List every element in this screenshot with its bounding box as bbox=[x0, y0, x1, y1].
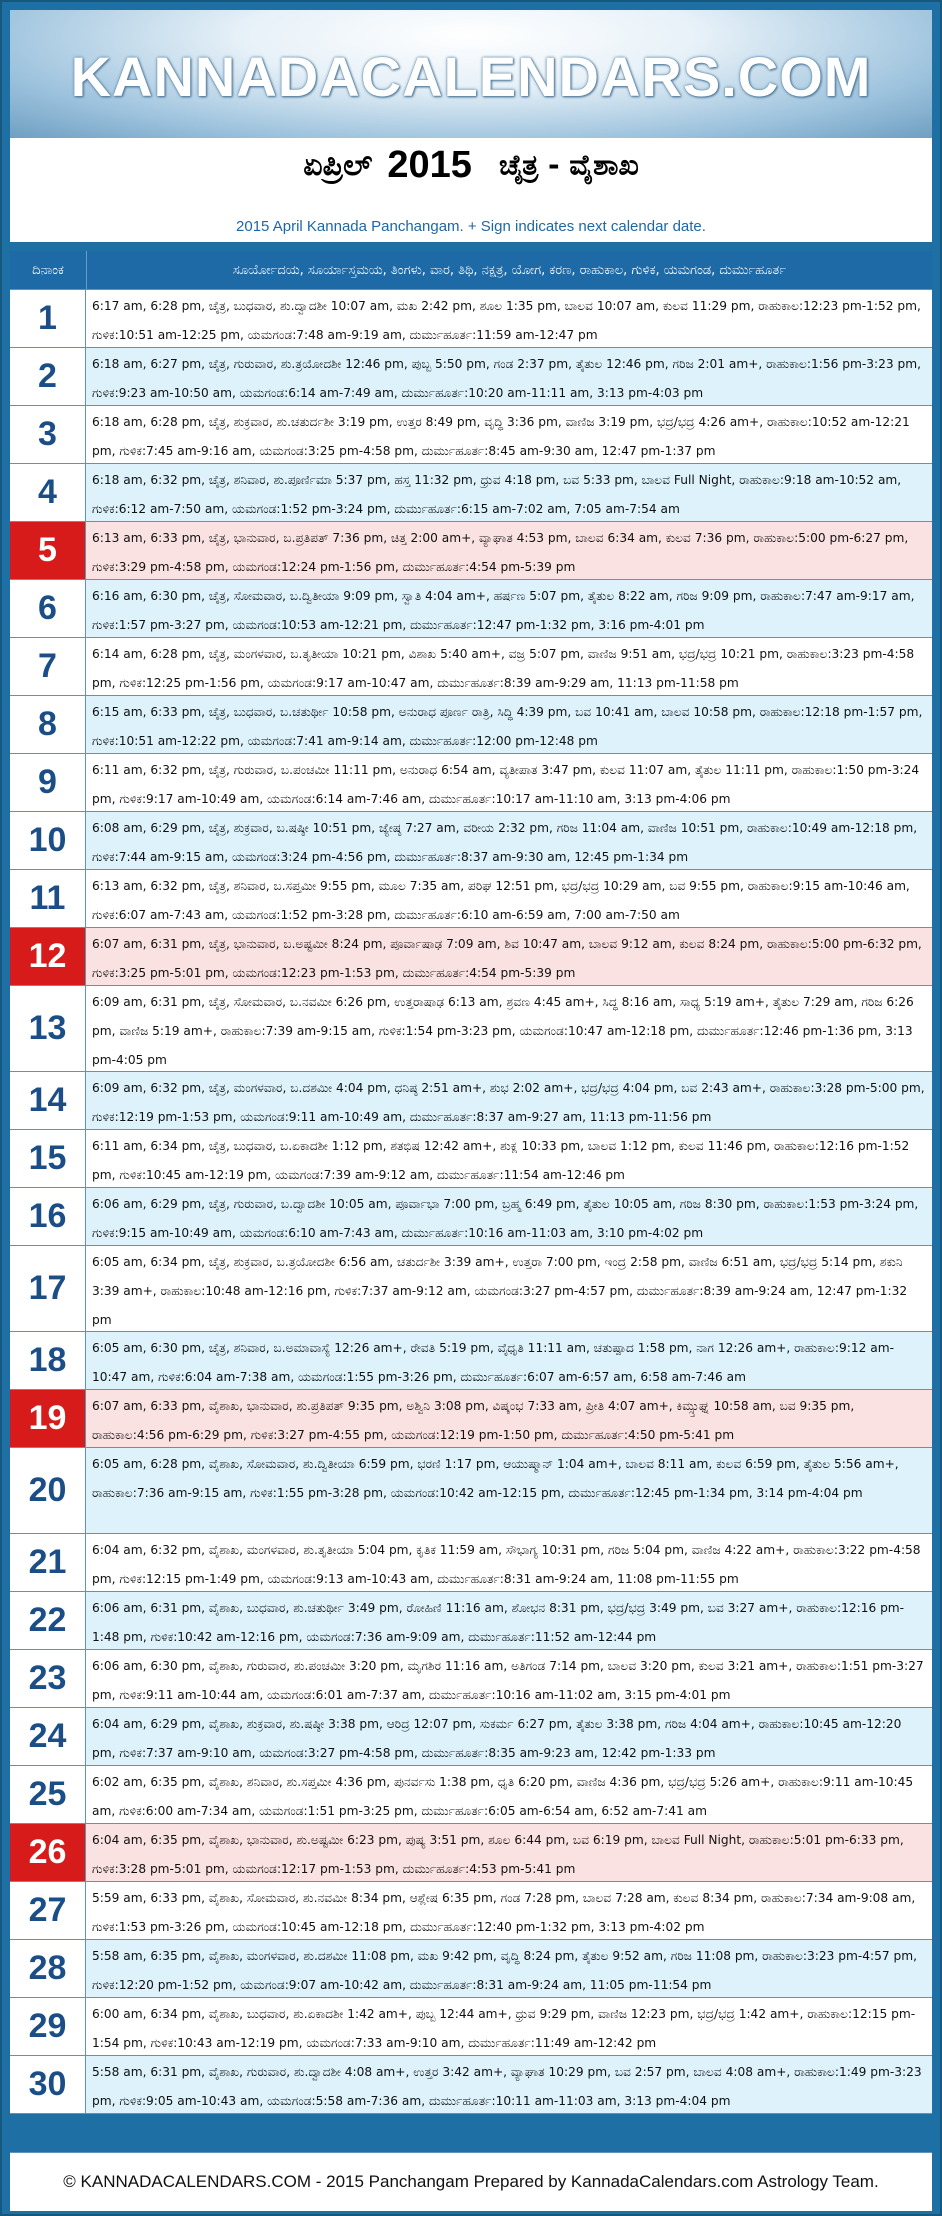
day-number: 21 bbox=[10, 1534, 86, 1591]
table-row bbox=[10, 1998, 932, 2056]
day-number: 17 bbox=[10, 1246, 86, 1331]
day-details: 6:06 am, 6:31 pm, ವೈಶಾಖ, ಬುಧವಾರ, ಶು.ಚತುರ್ಥೀ 3:49 pm, ರೋಹಿಣಿ 11:16 am, ಶೋಭನ 8:31 pm, ಭದ್ರ/ಭದ್ರ 3:49 pm, ಬವ 3:27 am+, ರಾಹುಕಾಲ:12:16 pm-1:48 pm, ಗುಳಿಕ:10:42 am-12:16 pm, ಯಮಗಂಡ:7:36 am-9:09 am, ದುರ್ಮುಹೂರ್ತ:11:52 am-12:44 pm bbox=[86, 1592, 932, 1649]
day-number: 2 bbox=[10, 348, 86, 405]
table-row bbox=[10, 812, 932, 870]
day-details: 6:17 am, 6:28 pm, ಚೈತ್ರ, ಬುಧವಾರ, ಶು.ದ್ವಾದಶೀ 10:07 am, ಮಖ 2:42 pm, ಶೂಲ 1:35 pm, ಬಾಲವ 10:07 am, ಕುಲವ 11:29 pm, ರಾಹುಕಾಲ:12:23 pm-1:52 pm, ಗುಳಿಕ:10:51 am-12:25 pm, ಯಮಗಂಡ:7:48 am-9:19 am, ದುರ್ಮುಹೂರ್ತ:11:59 am-12:47 pm bbox=[86, 290, 932, 347]
table-row bbox=[10, 928, 932, 986]
table-row bbox=[10, 1650, 932, 1708]
table-row bbox=[10, 1390, 932, 1448]
day-details: 6:13 am, 6:32 pm, ಚೈತ್ರ, ಶನಿವಾರ, ಬ.ಸಪ್ತಮೀ 9:55 pm, ಮೂಲ 7:35 am, ಪರಿಘ 12:51 pm, ಭದ್ರ/ಭದ್ರ 10:29 am, ಬವ 9:55 pm, ರಾಹುಕಾಲ:9:15 am-10:46 am, ಗುಳಿಕ:6:07 am-7:43 am, ಯಮಗಂಡ:1:52 pm-3:28 pm, ದುರ್ಮುಹೂರ್ತ:6:10 am-6:59 am, 7:00 am-7:50 am bbox=[86, 870, 932, 927]
day-number: 22 bbox=[10, 1592, 86, 1649]
table-row bbox=[10, 1534, 932, 1592]
table-row bbox=[10, 1332, 932, 1390]
table-row bbox=[10, 638, 932, 696]
day-details: 6:18 am, 6:32 pm, ಚೈತ್ರ, ಶನಿವಾರ, ಶು.ಪೂರ್ಣಿಮಾ 5:37 pm, ಹಸ್ತ 11:32 pm, ಧ್ರುವ 4:18 pm, ಬವ 5:33 pm, ಬಾಲವ Full Night, ರಾಹುಕಾಲ:9:18 am-10:52 am, ಗುಳಿಕ:6:12 am-7:50 am, ಯಮಗಂಡ:1:52 pm-3:24 pm, ದುರ್ಮುಹೂರ್ತ:6:15 am-7:02 am, 7:05 am-7:54 am bbox=[86, 464, 932, 521]
day-number: 20 bbox=[10, 1448, 86, 1533]
day-details: 5:59 am, 6:33 pm, ವೈಶಾಖ, ಸೋಮವಾರ, ಶು.ನವಮೀ 8:34 pm, ಆಶ್ಲೇಷ 6:35 pm, ಗಂಡ 7:28 pm, ಬಾಲವ 7:28 am, ಕುಲವ 8:34 pm, ರಾಹುಕಾಲ:7:34 am-9:08 am, ಗುಳಿಕ:1:53 pm-3:26 pm, ಯಮಗಂಡ:10:45 am-12:18 pm, ದುರ್ಮುಹೂರ್ತ:12:40 pm-1:32 pm, 3:13 pm-4:02 pm bbox=[86, 1882, 932, 1939]
table-header bbox=[10, 251, 932, 290]
day-details: 6:05 am, 6:30 pm, ಚೈತ್ರ, ಶನಿವಾರ, ಬ.ಅಮಾವಾಸ್ಯೆ 12:26 am+, ರೇವತಿ 5:19 pm, ವೈಧೃತಿ 11:11 am, ಚತುಷ್ಪಾದ 1:58 pm, ನಾಗ 12:26 am+, ರಾಹುಕಾಲ:9:12 am-10:47 am, ಗುಳಿಕ:6:04 am-7:38 am, ಯಮಗಂಡ:1:55 pm-3:26 pm, ದುರ್ಮುಹೂರ್ತ:6:07 am-6:57 am, 6:58 am-7:46 am bbox=[86, 1332, 932, 1389]
day-details: 6:08 am, 6:29 pm, ಚೈತ್ರ, ಶುಕ್ರವಾರ, ಬ.ಷಷ್ಠೀ 10:51 pm, ಜ್ಯೇಷ್ಠ 7:27 am, ವರೀಯ 2:32 pm, ಗರಿಜ 11:04 am, ವಾಣಿಜ 10:51 pm, ರಾಹುಕಾಲ:10:49 am-12:18 pm, ಗುಳಿಕ:7:44 am-9:15 am, ಯಮಗಂಡ:3:24 pm-4:56 pm, ದುರ್ಮುಹೂರ್ತ:8:37 am-9:30 am, 12:45 pm-1:34 pm bbox=[86, 812, 932, 869]
table-row bbox=[10, 1592, 932, 1650]
day-number: 11 bbox=[10, 870, 86, 927]
table-row bbox=[10, 1766, 932, 1824]
day-details: 6:06 am, 6:30 pm, ವೈಶಾಖ, ಗುರುವಾರ, ಶು.ಪಂಚಮೀ 3:20 pm, ಮೃಗಶಿರ 11:16 am, ಅತಿಗಂಡ 7:14 pm, ಬಾಲವ 3:20 pm, ಕುಲವ 3:21 am+, ರಾಹುಕಾಲ:1:51 pm-3:27 pm, ಗುಳಿಕ:9:11 am-10:44 am, ಯಮಗಂಡ:6:01 am-7:37 am, ದುರ್ಮುಹೂರ್ತ:10:16 am-11:02 am, 3:15 pm-4:01 pm bbox=[86, 1650, 932, 1707]
day-number: 16 bbox=[10, 1188, 86, 1245]
day-number: 8 bbox=[10, 696, 86, 753]
day-details: 6:05 am, 6:34 pm, ಚೈತ್ರ, ಶುಕ್ರವಾರ, ಬ.ತ್ರಯೋದಶೀ 6:56 am, ಚತುರ್ದಶೀ 3:39 am+, ಉತ್ತರಾ 7:00 pm, ಇಂದ್ರ 2:58 pm, ವಾಣಿಜ 6:51 am, ಭದ್ರ/ಭದ್ರ 5:14 pm, ಶಕುನಿ 3:39 am+, ರಾಹುಕಾಲ:10:48 am-12:16 pm, ಗುಳಿಕ:7:37 am-9:12 am, ಯಮಗಂಡ:3:27 pm-4:57 pm, ದುರ್ಮುಹೂರ್ತ:8:39 am-9:24 am, 12:47 pm-1:32 pm bbox=[86, 1246, 932, 1331]
masa-name: ಚೈತ್ರ - ವೈಶಾಖ bbox=[499, 148, 639, 182]
day-number: 12 bbox=[10, 928, 86, 985]
table-row bbox=[10, 696, 932, 754]
day-details: 6:09 am, 6:31 pm, ಚೈತ್ರ, ಸೋಮವಾರ, ಬ.ನವಮೀ 6:26 pm, ಉತ್ತರಾಷಾಢ 6:13 am, ಶ್ರವಣ 4:45 am+, ಸಿದ್ಧ 8:16 am, ಸಾಧ್ಯ 5:19 am+, ತೈತುಲ 7:29 am, ಗರಿಜ 6:26 pm, ವಾಣಿಜ 5:19 am+, ರಾಹುಕಾಲ:7:39 am-9:15 am, ಗುಳಿಕ:1:54 pm-3:23 pm, ಯಮಗಂಡ:10:47 am-12:18 pm, ದುರ್ಮುಹೂರ್ತ:12:46 pm-1:36 pm, 3:13 pm-4:05 pm bbox=[86, 986, 932, 1071]
day-number: 4 bbox=[10, 464, 86, 521]
day-details: 6:16 am, 6:30 pm, ಚೈತ್ರ, ಸೋಮವಾರ, ಬ.ದ್ವಿತೀಯಾ 9:09 pm, ಸ್ವಾತಿ 4:04 am+, ಹರ್ಷಣ 5:07 pm, ತೈತುಲ 8:22 am, ಗರಿಜ 9:09 pm, ರಾಹುಕಾಲ:7:47 am-9:17 am, ಗುಳಿಕ:1:57 pm-3:27 pm, ಯಮಗಂಡ:10:53 am-12:21 pm, ದುರ್ಮುಹೂರ್ತ:12:47 pm-1:32 pm, 3:16 pm-4:01 pm bbox=[86, 580, 932, 637]
day-details: 6:07 am, 6:31 pm, ಚೈತ್ರ, ಭಾನುವಾರ, ಬ.ಅಷ್ಟಮೀ 8:24 pm, ಪೂರ್ವಾಷಾಢ 7:09 am, ಶಿವ 10:47 am, ಬಾಲವ 9:12 am, ಕುಲವ 8:24 pm, ರಾಹುಕಾಲ:5:00 pm-6:32 pm, ಗುಳಿಕ:3:25 pm-5:01 pm, ಯಮಗಂಡ:12:23 pm-1:53 pm, ದುರ್ಮುಹೂರ್ತ:4:54 pm-5:39 pm bbox=[86, 928, 932, 985]
calendar-subtitle: 2015 April Kannada Panchangam. + Sign indicates next calendar date. bbox=[236, 218, 706, 235]
day-details: 6:07 am, 6:33 pm, ವೈಶಾಖ, ಭಾನುವಾರ, ಶು.ಪ್ರತಿಪತ್ 9:35 pm, ಅಶ್ವಿನಿ 3:08 pm, ವಿಷ್ಕಂಭ 7:33 am, ಪ್ರೀತಿ 4:07 am+, ಕಿಮ್ಸ್ತುಘ್ನ 10:58 am, ಬವ 9:35 pm, ರಾಹುಕಾಲ:4:56 pm-6:29 pm, ಗುಳಿಕ:3:27 pm-4:55 pm, ಯಮಗಂಡ:12:19 pm-1:50 pm, ದುರ್ಮುಹೂರ್ತ:4:50 pm-5:41 pm bbox=[86, 1390, 932, 1447]
table-row bbox=[10, 522, 932, 580]
panchangam-table bbox=[10, 251, 932, 2114]
day-details: 5:58 am, 6:31 pm, ವೈಶಾಖ, ಗುರುವಾರ, ಶು.ದ್ವಾದಶೀ 4:08 am+, ಉತ್ತರ 3:42 am+, ವ್ಯಾಘಾತ 10:29 pm, ಬವ 2:57 pm, ಬಾಲವ 4:08 am+, ರಾಹುಕಾಲ:1:49 pm-3:23 pm, ಗುಳಿಕ:9:05 am-10:43 am, ಯಮಗಂಡ:5:58 am-7:36 am, ದುರ್ಮುಹೂರ್ತ:10:11 am-11:03 am, 3:13 pm-4:04 pm bbox=[86, 2056, 932, 2113]
footer-copyright: © KANNADACALENDARS.COM - 2015 Panchangam Prepared by KannadaCalendars.com Astrology Team. bbox=[10, 2152, 932, 2211]
day-details: 6:18 am, 6:27 pm, ಚೈತ್ರ, ಗುರುವಾರ, ಶು.ತ್ರಯೋದಶೀ 12:46 pm, ಪುಬ್ಬ 5:50 pm, ಗಂಡ 2:37 pm, ತೈತುಲ 12:46 pm, ಗರಿಜ 2:01 am+, ರಾಹುಕಾಲ:1:56 pm-3:23 pm, ಗುಳಿಕ:9:23 am-10:50 am, ಯಮಗಂಡ:6:14 am-7:49 am, ದುರ್ಮುಹೂರ್ತ:10:20 am-11:11 am, 3:13 pm-4:03 pm bbox=[86, 348, 932, 405]
column-header-details: ಸೂರ್ಯೋದಯ, ಸೂರ್ಯಾಸ್ತಮಯ, ತಿಂಗಳು, ವಾರ, ತಿಥಿ, ನಕ್ಷತ್ರ, ಯೋಗ, ಕರಣ, ರಾಹುಕಾಲ, ಗುಳಿಕ, ಯಮಗಂಡ, ದುರ್ಮುಹೂರ್ತ bbox=[232, 262, 787, 278]
table-row bbox=[10, 1448, 932, 1534]
calendar-title-box bbox=[10, 138, 932, 242]
day-number: 24 bbox=[10, 1708, 86, 1765]
day-number: 9 bbox=[10, 754, 86, 811]
day-details: 6:11 am, 6:34 pm, ಚೈತ್ರ, ಬುಧವಾರ, ಬ.ಏಕಾದಶೀ 1:12 pm, ಶತಭಿಷ 12:42 am+, ಶುಕ್ಲ 10:33 pm, ಬಾಲವ 1:12 pm, ಕುಲವ 11:46 pm, ರಾಹುಕಾಲ:12:16 pm-1:52 pm, ಗುಳಿಕ:10:45 am-12:19 pm, ಯಮಗಂಡ:7:39 am-9:12 am, ದುರ್ಮುಹೂರ್ತ:11:54 am-12:46 pm bbox=[86, 1130, 932, 1187]
day-details: 6:05 am, 6:28 pm, ವೈಶಾಖ, ಸೋಮವಾರ, ಶು.ದ್ವಿತೀಯಾ 6:59 pm, ಭರಣಿ 1:17 pm, ಆಯುಷ್ಮಾನ್ 1:04 am+, ಬಾಲವ 8:11 am, ಕುಲವ 6:59 pm, ತೈತುಲ 5:56 am+, ರಾಹುಕಾಲ:7:36 am-9:15 am, ಗುಳಿಕ:1:55 pm-3:28 pm, ಯಮಗಂಡ:10:42 am-12:15 pm, ದುರ್ಮುಹೂರ್ತ:12:45 pm-1:34 pm, 3:14 pm-4:04 pm bbox=[86, 1448, 932, 1533]
table-row bbox=[10, 580, 932, 638]
day-number: 3 bbox=[10, 406, 86, 463]
calendar-title bbox=[10, 144, 932, 202]
day-number: 30 bbox=[10, 2056, 86, 2113]
day-details: 6:00 am, 6:34 pm, ವೈಶಾಖ, ಬುಧವಾರ, ಶು.ಏಕಾದಶೀ 1:42 am+, ಪುಬ್ಬ 12:44 am+, ಧ್ರುವ 9:29 pm, ವಾಣಿಜ 12:23 pm, ಭದ್ರ/ಭದ್ರ 1:42 am+, ರಾಹುಕಾಲ:12:15 pm-1:54 pm, ಗುಳಿಕ:10:43 am-12:19 pm, ಯಮಗಂಡ:7:33 am-9:10 am, ದುರ್ಮುಹೂರ್ತ:11:49 am-12:42 pm bbox=[86, 1998, 932, 2055]
day-number: 13 bbox=[10, 986, 86, 1071]
table-row bbox=[10, 1824, 932, 1882]
day-details: 6:06 am, 6:29 pm, ಚೈತ್ರ, ಗುರುವಾರ, ಬ.ದ್ವಾದಶೀ 10:05 am, ಪೂರ್ವಾಭಾ 7:00 pm, ಬ್ರಹ್ಮ 6:49 pm, ತೈತುಲ 10:05 am, ಗರಿಜ 8:30 pm, ರಾಹುಕಾಲ:1:53 pm-3:24 pm, ಗುಳಿಕ:9:15 am-10:49 am, ಯಮಗಂಡ:6:10 am-7:43 am, ದುರ್ಮುಹೂರ್ತ:10:16 am-11:03 am, 3:10 pm-4:02 pm bbox=[86, 1188, 932, 1245]
day-number: 1 bbox=[10, 290, 86, 347]
day-number: 28 bbox=[10, 1940, 86, 1997]
table-row bbox=[10, 464, 932, 522]
table-row bbox=[10, 1708, 932, 1766]
day-number: 6 bbox=[10, 580, 86, 637]
table-row bbox=[10, 290, 932, 348]
table-row bbox=[10, 2056, 932, 2114]
table-row bbox=[10, 406, 932, 464]
day-number: 23 bbox=[10, 1650, 86, 1707]
day-number: 18 bbox=[10, 1332, 86, 1389]
table-row bbox=[10, 986, 932, 1072]
day-details: 6:04 am, 6:35 pm, ವೈಶಾಖ, ಭಾನುವಾರ, ಶು.ಅಷ್ಟಮೀ 6:23 pm, ಪುಷ್ಯ 3:51 pm, ಶೂಲ 6:44 pm, ಬವ 6:19 pm, ಬಾಲವ Full Night, ರಾಹುಕಾಲ:5:01 pm-6:33 pm, ಗುಳಿಕ:3:28 pm-5:01 pm, ಯಮಗಂಡ:12:17 pm-1:53 pm, ದುರ್ಮುಹೂರ್ತ:4:53 pm-5:41 pm bbox=[86, 1824, 932, 1881]
day-number: 10 bbox=[10, 812, 86, 869]
day-details: 6:04 am, 6:32 pm, ವೈಶಾಖ, ಮಂಗಳವಾರ, ಶು.ತೃತೀಯಾ 5:04 pm, ಕೃತಿಕ 11:59 am, ಸೌಭಾಗ್ಯ 10:31 pm, ಗರಿಜ 5:04 pm, ವಾಣಿಜ 4:22 am+, ರಾಹುಕಾಲ:3:22 pm-4:58 pm, ಗುಳಿಕ:12:15 pm-1:49 pm, ಯಮಗಂಡ:9:13 am-10:43 am, ದುರ್ಮುಹೂರ್ತ:8:31 am-9:24 am, 11:08 pm-11:55 pm bbox=[86, 1534, 932, 1591]
table-row bbox=[10, 1130, 932, 1188]
day-number: 27 bbox=[10, 1882, 86, 1939]
day-number: 14 bbox=[10, 1072, 86, 1129]
table-row bbox=[10, 348, 932, 406]
site-banner bbox=[10, 10, 932, 138]
table-row bbox=[10, 1246, 932, 1332]
day-details: 6:02 am, 6:35 pm, ವೈಶಾಖ, ಶನಿವಾರ, ಶು.ಸಪ್ತಮೀ 4:36 pm, ಪುನರ್ವಸು 1:38 pm, ಧೃತಿ 6:20 pm, ವಾಣಿಜ 4:36 pm, ಭದ್ರ/ಭದ್ರ 5:26 am+, ರಾಹುಕಾಲ:9:11 am-10:45 am, ಗುಳಿಕ:6:00 am-7:34 am, ಯಮಗಂಡ:1:51 pm-3:25 pm, ದುರ್ಮುಹೂರ್ತ:6:05 am-6:54 am, 6:52 am-7:41 am bbox=[86, 1766, 932, 1823]
table-row bbox=[10, 754, 932, 812]
day-number: 7 bbox=[10, 638, 86, 695]
day-details: 6:11 am, 6:32 pm, ಚೈತ್ರ, ಗುರುವಾರ, ಬ.ಪಂಚಮೀ 11:11 pm, ಅನುರಾಧ 6:54 am, ವ್ಯತೀಪಾತ 3:47 pm, ಕುಲವ 11:07 am, ತೈತುಲ 11:11 pm, ರಾಹುಕಾಲ:1:50 pm-3:24 pm, ಗುಳಿಕ:9:17 am-10:49 am, ಯಮಗಂಡ:6:14 am-7:46 am, ದುರ್ಮುಹೂರ್ತ:10:17 am-11:10 am, 3:13 pm-4:06 pm bbox=[86, 754, 932, 811]
day-number: 29 bbox=[10, 1998, 86, 2055]
day-number: 19 bbox=[10, 1390, 86, 1447]
year: 2015 bbox=[387, 144, 472, 186]
table-row bbox=[10, 1882, 932, 1940]
day-details: 6:13 am, 6:33 pm, ಚೈತ್ರ, ಭಾನುವಾರ, ಬ.ಪ್ರತಿಪತ್ 7:36 pm, ಚಿತ್ತ 2:00 am+, ವ್ಯಾಘಾತ 4:53 pm, ಬಾಲವ 6:34 am, ಕುಲವ 7:36 pm, ರಾಹುಕಾಲ:5:00 pm-6:27 pm, ಗುಳಿಕ:3:29 pm-4:58 pm, ಯಮಗಂಡ:12:24 pm-1:56 pm, ದುರ್ಮುಹೂರ್ತ:4:54 pm-5:39 pm bbox=[86, 522, 932, 579]
day-details: 6:09 am, 6:32 pm, ಚೈತ್ರ, ಮಂಗಳವಾರ, ಬ.ದಶಮೀ 4:04 pm, ಧನಿಷ್ಠ 2:51 am+, ಶುಭ 2:02 am+, ಭದ್ರ/ಭದ್ರ 4:04 pm, ಬವ 2:43 am+, ರಾಹುಕಾಲ:3:28 pm-5:00 pm, ಗುಳಿಕ:12:19 pm-1:53 pm, ಯಮಗಂಡ:9:11 am-10:49 am, ದುರ್ಮುಹೂರ್ತ:8:37 am-9:27 am, 11:13 pm-11:56 pm bbox=[86, 1072, 932, 1129]
day-details: 5:58 am, 6:35 pm, ವೈಶಾಖ, ಮಂಗಳವಾರ, ಶು.ದಶಮೀ 11:08 pm, ಮಖ 9:42 pm, ವೃದ್ಧಿ 8:24 pm, ತೈತುಲ 9:52 am, ಗರಿಜ 11:08 pm, ರಾಹುಕಾಲ:3:23 pm-4:57 pm, ಗುಳಿಕ:12:20 pm-1:52 pm, ಯಮಗಂಡ:9:07 am-10:42 am, ದುರ್ಮುಹೂರ್ತ:8:31 am-9:24 am, 11:05 pm-11:54 pm bbox=[86, 1940, 932, 1997]
table-row bbox=[10, 1072, 932, 1130]
day-number: 25 bbox=[10, 1766, 86, 1823]
day-details: 6:14 am, 6:28 pm, ಚೈತ್ರ, ಮಂಗಳವಾರ, ಬ.ತೃತೀಯಾ 10:21 pm, ವಿಶಾಖ 5:40 am+, ವಜ್ರ 5:07 pm, ವಾಣಿಜ 9:51 am, ಭದ್ರ/ಭದ್ರ 10:21 pm, ರಾಹುಕಾಲ:3:23 pm-4:58 pm, ಗುಳಿಕ:12:25 pm-1:56 pm, ಯಮಗಂಡ:9:17 am-10:47 am, ದುರ್ಮುಹೂರ್ತ:8:39 am-9:29 am, 11:13 pm-11:58 pm bbox=[86, 638, 932, 695]
table-row bbox=[10, 1188, 932, 1246]
day-details: 6:18 am, 6:28 pm, ಚೈತ್ರ, ಶುಕ್ರವಾರ, ಶು.ಚತುರ್ದಶೀ 3:19 pm, ಉತ್ತರ 8:49 pm, ವೃದ್ಧಿ 3:36 pm, ವಾಣಿಜ 3:19 pm, ಭದ್ರ/ಭದ್ರ 4:26 am+, ರಾಹುಕಾಲ:10:52 am-12:21 pm, ಗುಳಿಕ:7:45 am-9:16 am, ಯಮಗಂಡ:3:25 pm-4:58 pm, ದುರ್ಮುಹೂರ್ತ:8:45 am-9:30 am, 12:47 pm-1:37 pm bbox=[86, 406, 932, 463]
day-details: 6:04 am, 6:29 pm, ವೈಶಾಖ, ಶುಕ್ರವಾರ, ಶು.ಷಷ್ಠೀ 3:38 pm, ಆರಿದ್ರ 12:07 pm, ಸುಕರ್ಮ 6:27 pm, ತೈತುಲ 3:38 pm, ಗರಿಜ 4:04 am+, ರಾಹುಕಾಲ:10:45 am-12:20 pm, ಗುಳಿಕ:7:37 am-9:10 am, ಯಮಗಂಡ:3:27 pm-4:58 pm, ದುರ್ಮುಹೂರ್ತ:8:35 am-9:23 am, 12:42 pm-1:33 pm bbox=[86, 1708, 932, 1765]
column-header-date: ದಿನಾಂಕ bbox=[10, 251, 87, 289]
table-row bbox=[10, 1940, 932, 1998]
day-number: 26 bbox=[10, 1824, 86, 1881]
site-title[interactable]: KANNADACALENDARS.COM bbox=[70, 45, 872, 108]
month-name: ಏಪ್ರಿಲ್ bbox=[303, 148, 373, 183]
day-number: 5 bbox=[10, 522, 86, 579]
day-number: 15 bbox=[10, 1130, 86, 1187]
table-row bbox=[10, 870, 932, 928]
day-details: 6:15 am, 6:33 pm, ಚೈತ್ರ, ಬುಧವಾರ, ಬ.ಚತುರ್ಥೀ 10:58 pm, ಅನುರಾಧ ಪೂರ್ಣ ರಾತ್ರಿ, ಸಿದ್ಧಿ 4:39 pm, ಬವ 10:41 am, ಬಾಲವ 10:58 pm, ರಾಹುಕಾಲ:12:18 pm-1:57 pm, ಗುಳಿಕ:10:51 am-12:22 pm, ಯಮಗಂಡ:7:41 am-9:14 am, ದುರ್ಮುಹೂರ್ತ:12:00 pm-12:48 pm bbox=[86, 696, 932, 753]
